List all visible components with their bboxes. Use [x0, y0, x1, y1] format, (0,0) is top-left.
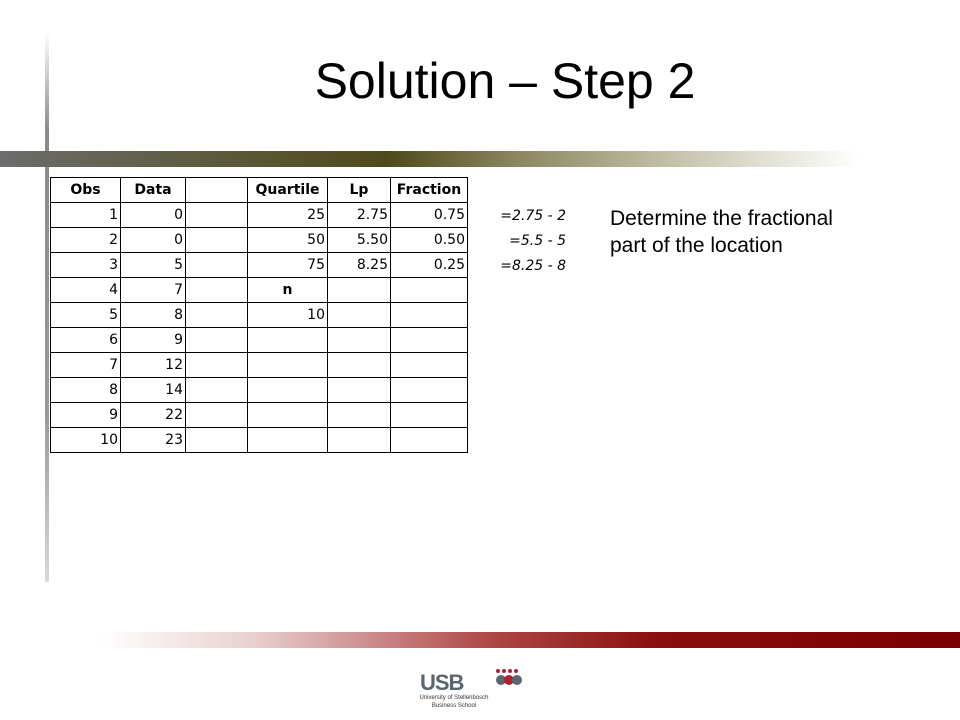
- table-row: [51, 428, 468, 453]
- cell-quartile: [248, 428, 328, 453]
- cell-data: 22: [121, 403, 186, 428]
- instruction-note: Determine the fractional part of the location: [610, 207, 833, 257]
- cell-lp: [328, 428, 391, 453]
- cell-data: 5: [121, 253, 186, 278]
- cell-data: 12: [121, 353, 186, 378]
- cell-fraction: [391, 353, 468, 378]
- logo-subtitle-line-1: University of Stellenbosch: [419, 695, 489, 701]
- cell-lp: 8.25: [328, 253, 391, 278]
- formula-row-2: =5.5 - 5: [509, 233, 566, 249]
- cell-fraction: 0.50: [391, 228, 468, 253]
- cell-data: 0: [121, 203, 186, 228]
- table-row: [51, 278, 468, 303]
- cell-blank: [186, 228, 248, 253]
- slide-title: Solution – Step 2: [314, 53, 696, 109]
- cell-fraction: [391, 378, 468, 403]
- cell-data: 9: [121, 328, 186, 353]
- cell-obs: 7: [51, 353, 121, 378]
- cell-fraction: [391, 403, 468, 428]
- cell-quartile: [248, 328, 328, 353]
- logo-wordmark: USB: [420, 670, 464, 695]
- cell-lp: [328, 353, 391, 378]
- table-row: [51, 228, 468, 253]
- table-row: [51, 253, 468, 278]
- usb-logo: [400, 664, 530, 718]
- cell-data: 8: [121, 303, 186, 328]
- cell-obs: 1: [51, 203, 121, 228]
- cell-quartile: n: [248, 278, 328, 303]
- cell-quartile: 50: [248, 228, 328, 253]
- formula-row-3: =8.25 - 8: [500, 258, 566, 274]
- cell-quartile: [248, 353, 328, 378]
- logo-subtitle-line-2: Business School: [431, 703, 477, 709]
- logo-subtitle: [404, 694, 504, 710]
- logo-dots-icon: [494, 668, 524, 692]
- table-row: [51, 353, 468, 378]
- table-row: [51, 403, 468, 428]
- footer-band: [100, 632, 960, 648]
- cell-blank: [186, 303, 248, 328]
- cell-obs: 4: [51, 278, 121, 303]
- cell-data: 0: [121, 228, 186, 253]
- cell-lp: [328, 328, 391, 353]
- cell-blank: [186, 203, 248, 228]
- cell-quartile: [248, 378, 328, 403]
- table-row: [51, 203, 468, 228]
- cell-fraction: [391, 428, 468, 453]
- cell-fraction: [391, 278, 468, 303]
- quartile-table: [50, 177, 468, 453]
- cell-data: 7: [121, 278, 186, 303]
- header-obs: Obs: [51, 178, 121, 203]
- cell-blank: [186, 353, 248, 378]
- cell-blank: [186, 278, 248, 303]
- cell-data: 23: [121, 428, 186, 453]
- cell-obs: 3: [51, 253, 121, 278]
- header-blank: [186, 178, 248, 203]
- cell-blank: [186, 328, 248, 353]
- cell-blank: [186, 403, 248, 428]
- cell-quartile: [248, 403, 328, 428]
- table-header-row: [51, 178, 468, 203]
- header-data: Data: [121, 178, 186, 203]
- title-underline-band: [0, 151, 860, 167]
- cell-lp: [328, 303, 391, 328]
- cell-quartile: 75: [248, 253, 328, 278]
- header-lp: Lp: [328, 178, 391, 203]
- cell-lp: 5.50: [328, 228, 391, 253]
- cell-lp: [328, 378, 391, 403]
- cell-blank: [186, 428, 248, 453]
- cell-lp: [328, 403, 391, 428]
- cell-obs: 10: [51, 428, 121, 453]
- header-fraction: Fraction: [391, 178, 468, 203]
- cell-obs: 8: [51, 378, 121, 403]
- cell-data: 14: [121, 378, 186, 403]
- cell-fraction: [391, 303, 468, 328]
- cell-fraction: 0.25: [391, 253, 468, 278]
- cell-blank: [186, 253, 248, 278]
- cell-quartile: 10: [248, 303, 328, 328]
- cell-obs: 9: [51, 403, 121, 428]
- cell-fraction: 0.75: [391, 203, 468, 228]
- cell-lp: 2.75: [328, 203, 391, 228]
- cell-blank: [186, 378, 248, 403]
- cell-obs: 5: [51, 303, 121, 328]
- cell-obs: 2: [51, 228, 121, 253]
- table-row: [51, 378, 468, 403]
- table-row: [51, 328, 468, 353]
- left-divider-line: [45, 32, 49, 582]
- cell-obs: 6: [51, 328, 121, 353]
- cell-quartile: 25: [248, 203, 328, 228]
- cell-fraction: [391, 328, 468, 353]
- cell-lp: [328, 278, 391, 303]
- header-quartile: Quartile: [248, 178, 328, 203]
- table-row: [51, 303, 468, 328]
- formula-row-1: =2.75 - 2: [500, 208, 566, 224]
